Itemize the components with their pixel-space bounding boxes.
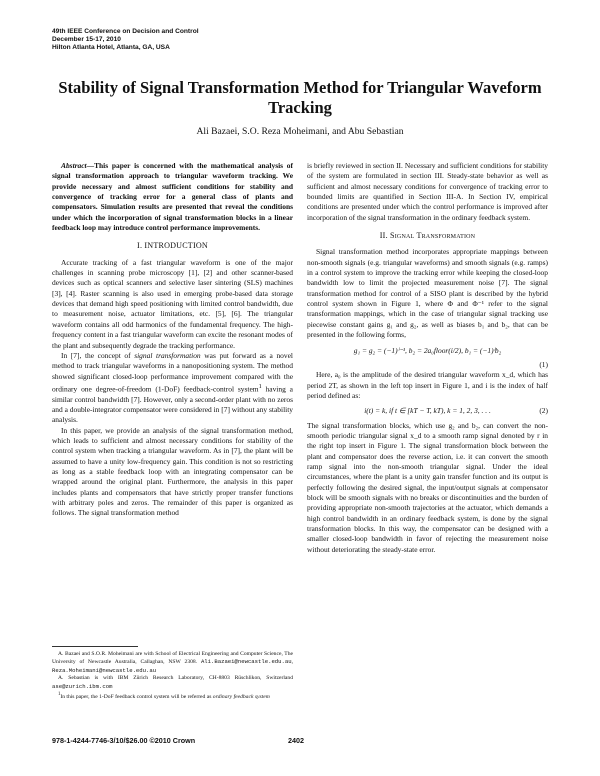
intro-continued: is briefly reviewed in section II. Necessary and sufficient conditions for stability of the system are formulated in section III. Steady-state behavior as well as sufficient and almost necessary conditions for convergence of tracking error to bounded limits are quantified in Section III-A. In Section IV, empirical conditions are presented under which the control performance is improved after incorporation of the signal transformation in the ordinary feedback system. bbox=[307, 161, 548, 222]
section2-paragraph-2: Here, a₀ is the amplitude of the desired triangular waveform x_d, which has period 2T, as shown in the left top insert in Figure 1, and i is the index of half period defined as: bbox=[307, 370, 548, 400]
equation-1 bbox=[307, 346, 548, 356]
intro-p2-a: In [7], the concept of bbox=[61, 350, 135, 360]
footnotes bbox=[52, 651, 293, 701]
footnote-marker-1: 1 bbox=[58, 692, 61, 698]
intro-p2-c: having a similar control bandwidth [7]. However, only a second-order plant with no zeros and a double-integrator compensator were considered in [7] without any stability analysis. bbox=[52, 384, 293, 425]
conference-header bbox=[52, 28, 352, 52]
left-column bbox=[52, 161, 293, 519]
intro-paragraph-3: In this paper, we provide an analysis of the signal transformation method, which leads to sufficient and almost necessary conditions for stability of the control system when tracking a triangular waveform. As in [7], the plant will be assumed to have a unity low-frequency gain. This condition is not so restricting as long as a stable feedback loop with an integrating compensator can be wrapped around the original plant. Furthermore, the analysis in this paper includes plants and compensators that have strictly proper transfer functions with arbitrary poles and zeros. The remainder of this paper is organized as follows. The signal transformation method bbox=[52, 425, 293, 518]
isbn-copyright: 978-1-4244-7746-3/10/$26.00 ©2010 Crown bbox=[52, 736, 196, 745]
intro-p2-b: was put forward as a novel method to track triangular waveforms in a nanopositioning system. The method showed significant closed-loop performance improvement compared with the ordinary one degree-of-freedom (1-DoF) feedback-control system bbox=[52, 350, 293, 394]
footnote-affiliation-2 bbox=[52, 675, 293, 691]
right-column bbox=[307, 161, 548, 555]
conference-dates: December 15-17, 2010 bbox=[52, 36, 121, 43]
intro-paragraph-2 bbox=[52, 351, 293, 426]
intro-paragraph-1: Accurate tracking of a fast triangular waveform is one of the major challenges in scanning probe microscopy [1], [2] and other scanner-based devices such as optical scanners and selective laser sintering (SLS) machines [3], [4]. Raster scanning is also used in emerging probe-based data storage devices that demand high speed positioning with limited control bandwidth, due to measurement noise, actuator limitations, etc. [5], [6]. The triangular waveform contains all odd harmonics of the fundamental frequency. The high-frequency content in a fast triangular waveform can excite the resonant modes of the plant and subsequently degrade the tracking performance. bbox=[52, 257, 293, 350]
section2-heading: II. Signal Transformation bbox=[379, 231, 476, 241]
intro-heading: I. INTRODUCTION bbox=[137, 241, 208, 251]
intro-p2-emphasis: signal transformation bbox=[134, 350, 201, 360]
section2-paragraph-1: Signal transformation method incorporates appropriate mappings between non-smooth signals (e.g. triangular waveforms) and smooth signals (e.g. ramps) in a control system to improve the tracking error while keeping the closed-loop bandwidth low to limit the projected measurement noise [7]. The signal transformation method for control of a SISO plant is described by the hybrid control system shown in Figure 1, where Φ and Φ⁻¹ refer to the signal transformation mappings, which in the case of triangular signal tracking use piecewise constant gains g₁ and g₂, as well as biases b₁ and b₂, that can be presented in the following forms, bbox=[307, 247, 548, 340]
footnote-3-text: In this paper, the 1-DoF feedback control system will be referred as bbox=[60, 693, 213, 700]
footnote-affiliation-1 bbox=[52, 651, 293, 675]
equation-2 bbox=[307, 406, 548, 416]
equation-2-number: (2) bbox=[539, 406, 548, 416]
equation-2-body: i(t) = k, if t ∈ [kT − T, kT), k = 1, 2, 3, . . . bbox=[364, 406, 491, 416]
paper-title: Stability of Signal Transformation Method for Triangular Waveform Tracking bbox=[58, 78, 542, 117]
equation-1-number: (1) bbox=[539, 359, 548, 369]
footnote-3-emphasis: ordinary feedback system bbox=[212, 693, 270, 700]
abstract: Abstract—This paper is concerned with the mathematical analysis of signal transformation approach to triangular waveform tracking. We provide necessary and almost sufficient conditions for stability and convergence of tracking error for a general class of plants and compensators. Simulation results are presented that reveal the conditions under which the incorporation of signal transformation blocks in a linear feedback loop may introduce control performance improvements. bbox=[52, 161, 293, 233]
email-sebastian[interactable]: ase@zurich.ibm.com bbox=[52, 682, 113, 690]
authors: Ali Bazaei, S.O. Reza Moheimani, and Abu Sebastian bbox=[196, 126, 404, 137]
footnote-2-text: A. Sebastian is with IBM Zürich Research Laboratory, CH-8803 Rüschlikon, Switzerland bbox=[58, 675, 293, 682]
email-bazaei[interactable]: Ali.Bazaei@newcastle.edu.au bbox=[200, 658, 292, 666]
equation-1-body: g₁ = g₂ = (−1)ⁱ⁻¹, b₂ = 2a₀floor(i/2), b₁ = (−1)ⁱb₂ bbox=[353, 345, 502, 355]
footnote-1 bbox=[52, 691, 293, 701]
email-moheimani[interactable]: Reza.Moheimani@newcastle.edu.au bbox=[52, 666, 157, 674]
footnote-1-text: A. Bazaei and S.O.R. Moheimani are with School of Electrical Engineering and Computer Science, The University of Newcastle Australia, Callaghan, NSW 2308. bbox=[52, 651, 293, 666]
page-number: 2402 bbox=[288, 736, 304, 745]
conference-venue: Hilton Atlanta Hotel, Atlanta, GA, USA bbox=[52, 44, 170, 51]
footnote-rule bbox=[52, 646, 138, 647]
footnote-1-separator: , bbox=[291, 659, 293, 666]
section2-paragraph-3: The signal transformation blocks, which use g₂ and b₂, can convert the non-smooth periodic triangular signal x_d to a smooth ramp signal denoted by r in the right top insert in Figure 1. The signal transformation block between the plant and compensator does the reverse action, i.e. it can convert the smooth ramp signal into the non-smooth triangular signal. Under the ideal circumstances, where the plant is a unity gain transfer function and its output is perfectly following the desired signal, the input/output signals at compensator block will be smooth signals with no breaks or discontinuities and the burden of providing appropriate non-smooth trajectories at the actuator, which demands a high control bandwidth in an ordinary feedback system, is done by the signal transformation blocks. In this way, the compensator can be designed with a smaller closed-loop bandwidth in favor of rejecting the measurement noise without deteriorating the steady-state error. bbox=[307, 420, 548, 554]
footnote-marker: 1 bbox=[258, 382, 262, 390]
abstract-label: Abstract bbox=[61, 161, 87, 170]
abstract-text: This paper is concerned with the mathematical analysis of signal transformation approach to triangular waveform tracking. We provide necessary and almost sufficient conditions for stability and convergence of tracking error for a general class of plants and compensators. Simulation results are presented that reveal the conditions under which the incorporation of signal transformation blocks in a linear feedback loop may introduce control performance improvements. bbox=[52, 161, 293, 233]
conference-name: 49th IEEE Conference on Decision and Control bbox=[52, 28, 199, 35]
